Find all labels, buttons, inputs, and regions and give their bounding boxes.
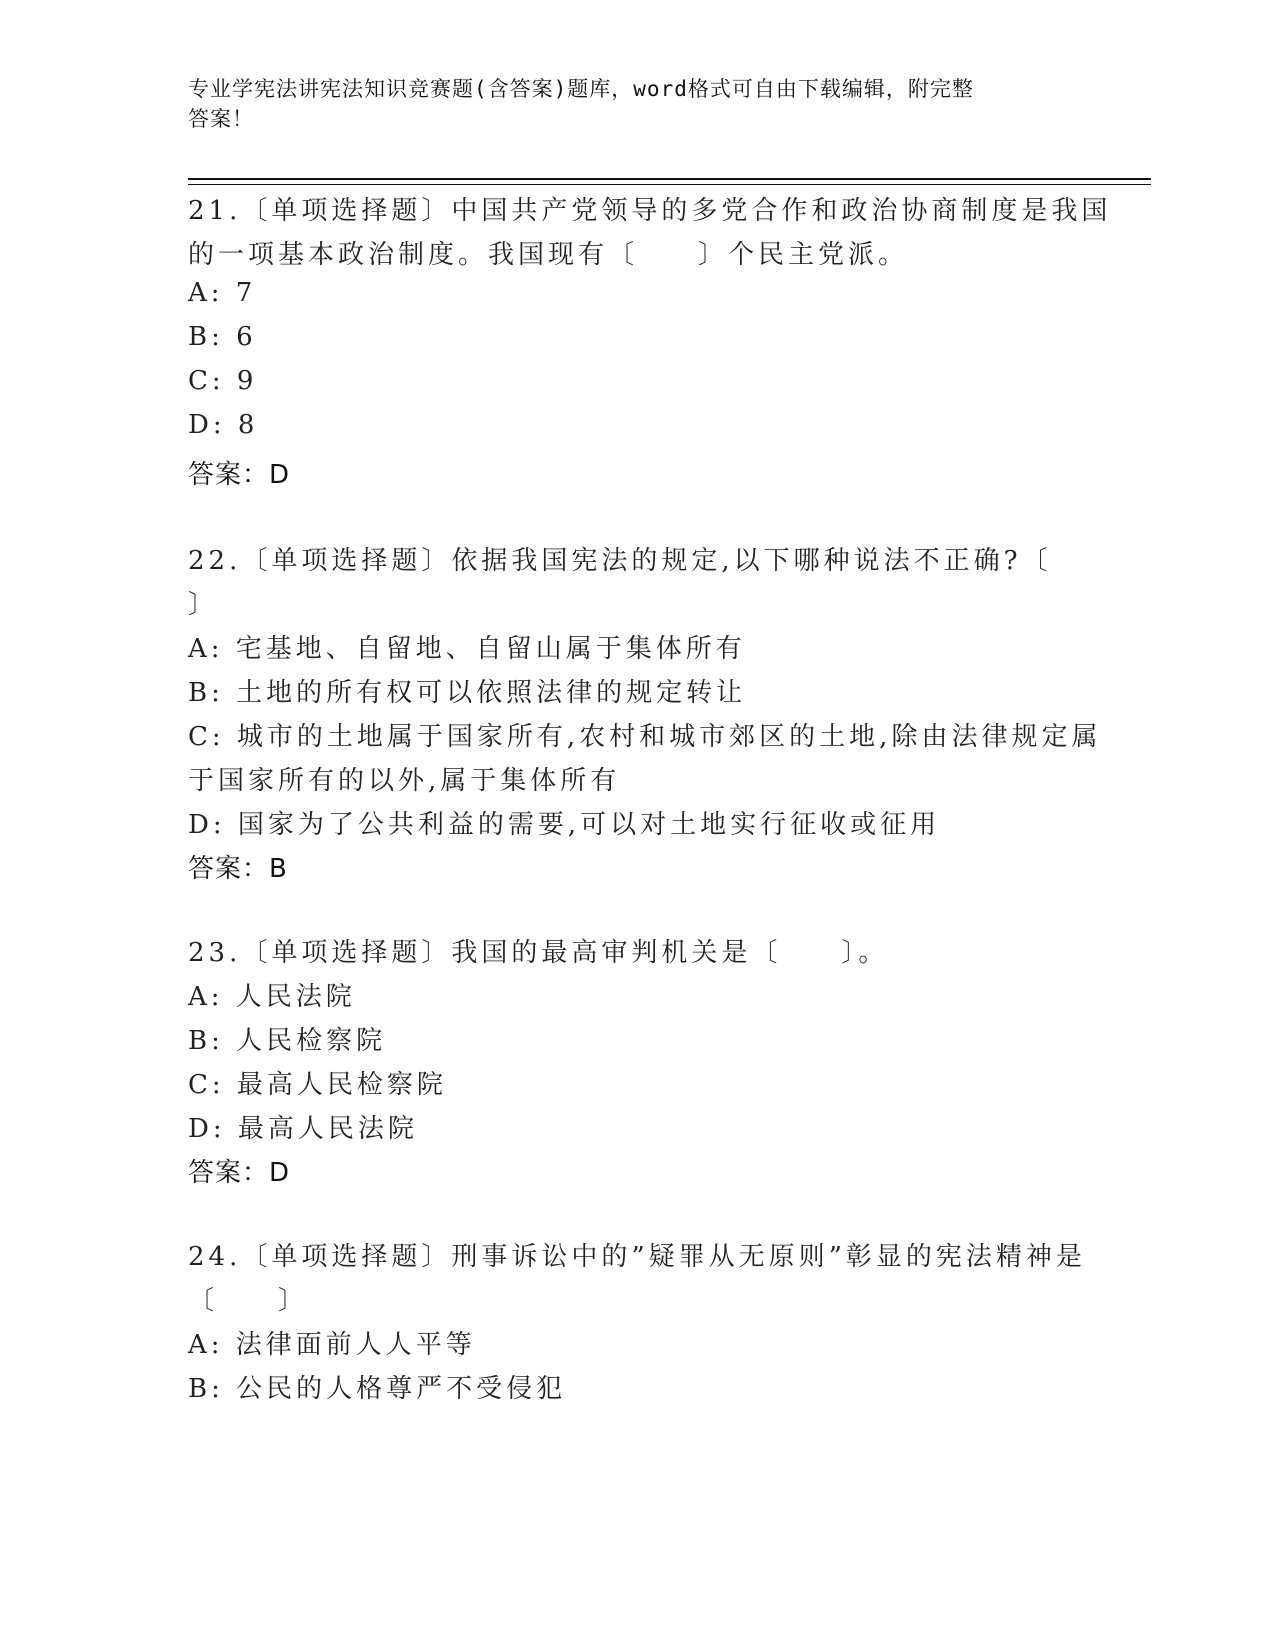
question-stem: 23.〔单项选择题〕我国的最高审判机关是〔 〕。 xyxy=(188,938,889,968)
option-c: C: 最高人民检察院 xyxy=(188,1070,447,1100)
option-a: A: 7 xyxy=(188,278,257,308)
document-header xyxy=(188,74,1068,134)
option-a: A: 宅基地、自留地、自留山属于集体所有 xyxy=(188,634,746,664)
option-a: A: 法律面前人人平等 xyxy=(188,1330,476,1360)
option-c: C: 城市的土地属于国家所有,农村和城市郊区的土地,除由法律规定属 xyxy=(188,722,1102,752)
header-line: 答案！ xyxy=(188,107,254,131)
answer-line: 答案：D xyxy=(188,460,291,490)
option-b: B: 土地的所有权可以依照法律的规定转让 xyxy=(188,678,747,708)
option-c-continued: 于国家所有的以外,属于集体所有 xyxy=(188,766,621,796)
header-line: 专业学宪法讲宪法知识竞赛题(含答案)题库，word格式可自由下载编辑，附完整 xyxy=(188,77,974,101)
option-d: D: 8 xyxy=(188,410,259,440)
option-b: B: 人民检察院 xyxy=(188,1026,387,1056)
option-a: A: 人民法院 xyxy=(188,982,356,1012)
option-d: D: 最高人民法院 xyxy=(188,1114,418,1144)
header-divider xyxy=(188,184,1151,185)
question-stem: 〔 〕 xyxy=(188,1286,309,1316)
question-stem: 21.〔单项选择题〕中国共产党领导的多党合作和政治协商制度是我国 xyxy=(188,196,1112,226)
question-stem: 24.〔单项选择题〕刑事诉讼中的”疑罪从无原则”彰显的宪法精神是 xyxy=(188,1242,1086,1272)
answer-line: 答案：B xyxy=(188,854,288,884)
question-stem: 〕 xyxy=(188,590,219,620)
answer-line: 答案：D xyxy=(188,1158,291,1188)
question-stem: 22.〔单项选择题〕依据我国宪法的规定,以下哪种说法不正确?〔 xyxy=(188,546,1052,576)
header-divider xyxy=(188,178,1151,180)
option-d: D: 国家为了公共利益的需要,可以对土地实行征收或征用 xyxy=(188,810,941,840)
option-b: B: 公民的人格尊严不受侵犯 xyxy=(188,1374,567,1404)
option-c: C: 9 xyxy=(188,366,258,396)
question-stem: 的一项基本政治制度。我国现有〔 〕个民主党派。 xyxy=(188,240,909,270)
option-b: B: 6 xyxy=(188,322,257,352)
